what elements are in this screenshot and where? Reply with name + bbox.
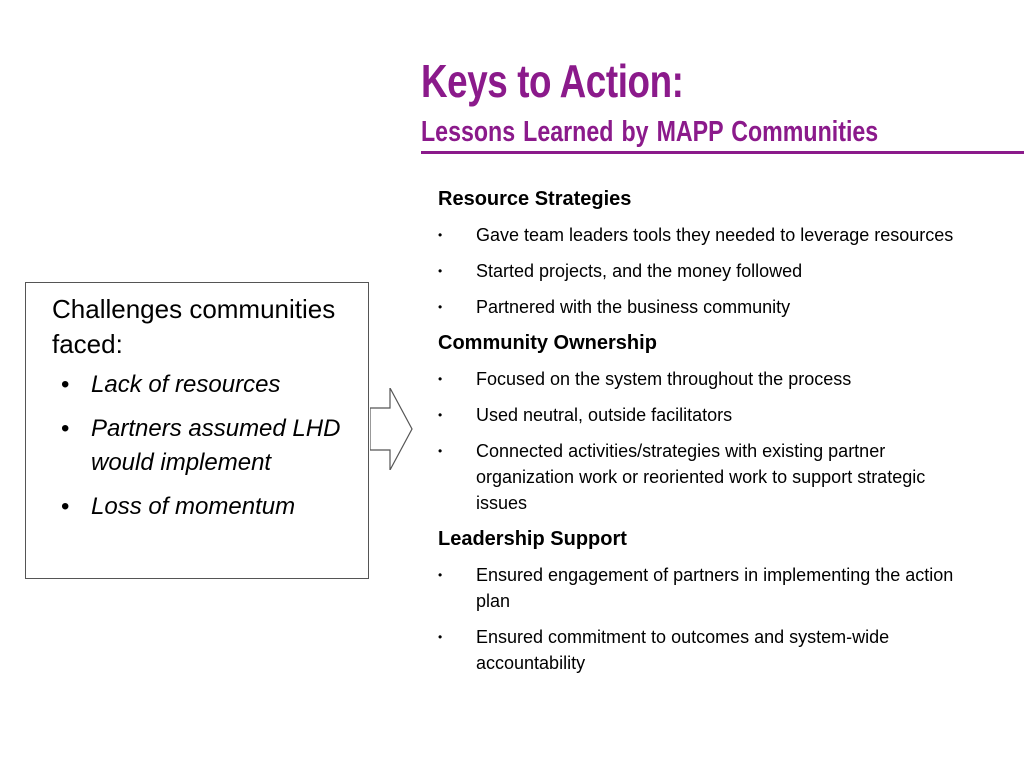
- section-heading: Resource Strategies: [438, 188, 632, 210]
- challenges-heading: Challenges communities faced:: [52, 294, 336, 359]
- slide-title: Keys to Action:: [421, 55, 684, 107]
- bullet-icon: •: [61, 415, 70, 442]
- list-item: • Started projects, and the money followed: [438, 258, 976, 284]
- list-item: • Used neutral, outside facilitators: [438, 402, 976, 428]
- list-item: • Partnered with the business community: [438, 294, 976, 320]
- section-heading: Community Ownership: [438, 332, 657, 354]
- slide-subtitle: Lessons Learned by MAPP Communities: [421, 116, 879, 148]
- list-item: • Gave team leaders tools they needed to leverage resources: [438, 222, 976, 248]
- list-item: • Ensured engagement of partners in implementing the action plan: [438, 562, 976, 614]
- title-block: [421, 55, 879, 148]
- section-community-ownership: [438, 330, 998, 516]
- bullet-list: [438, 562, 998, 676]
- bullet-icon: •: [438, 568, 443, 582]
- lessons-column: [438, 186, 998, 686]
- challenge-item: • Loss of momentum: [59, 490, 359, 524]
- bullet-icon: •: [438, 444, 443, 458]
- bullet-icon: •: [438, 630, 443, 644]
- challenge-item: • Lack of resources: [59, 368, 359, 402]
- bullet-icon: •: [438, 264, 443, 278]
- challenges-list: [59, 368, 359, 534]
- bullet-list: [438, 366, 998, 516]
- challenge-item: • Partners assumed LHD would implement: [59, 412, 359, 480]
- list-item: • Focused on the system throughout the process: [438, 366, 976, 392]
- challenges-box: [25, 282, 369, 579]
- bullet-icon: •: [61, 371, 70, 398]
- bullet-icon: •: [61, 493, 70, 520]
- list-item: • Connected activities/strategies with existing partner organization work or reoriented work to support strategic issues: [438, 438, 976, 516]
- bullet-icon: •: [438, 372, 443, 386]
- section-resource-strategies: [438, 186, 998, 320]
- bullet-icon: •: [438, 300, 443, 314]
- title-underline: [421, 151, 1024, 154]
- bullet-icon: •: [438, 228, 443, 242]
- section-leadership-support: [438, 526, 998, 676]
- right-arrow-icon: [370, 388, 416, 470]
- bullet-list: [438, 222, 998, 320]
- list-item: • Ensured commitment to outcomes and system-wide accountability: [438, 624, 976, 676]
- bullet-icon: •: [438, 408, 443, 422]
- section-heading: Leadership Support: [438, 528, 627, 550]
